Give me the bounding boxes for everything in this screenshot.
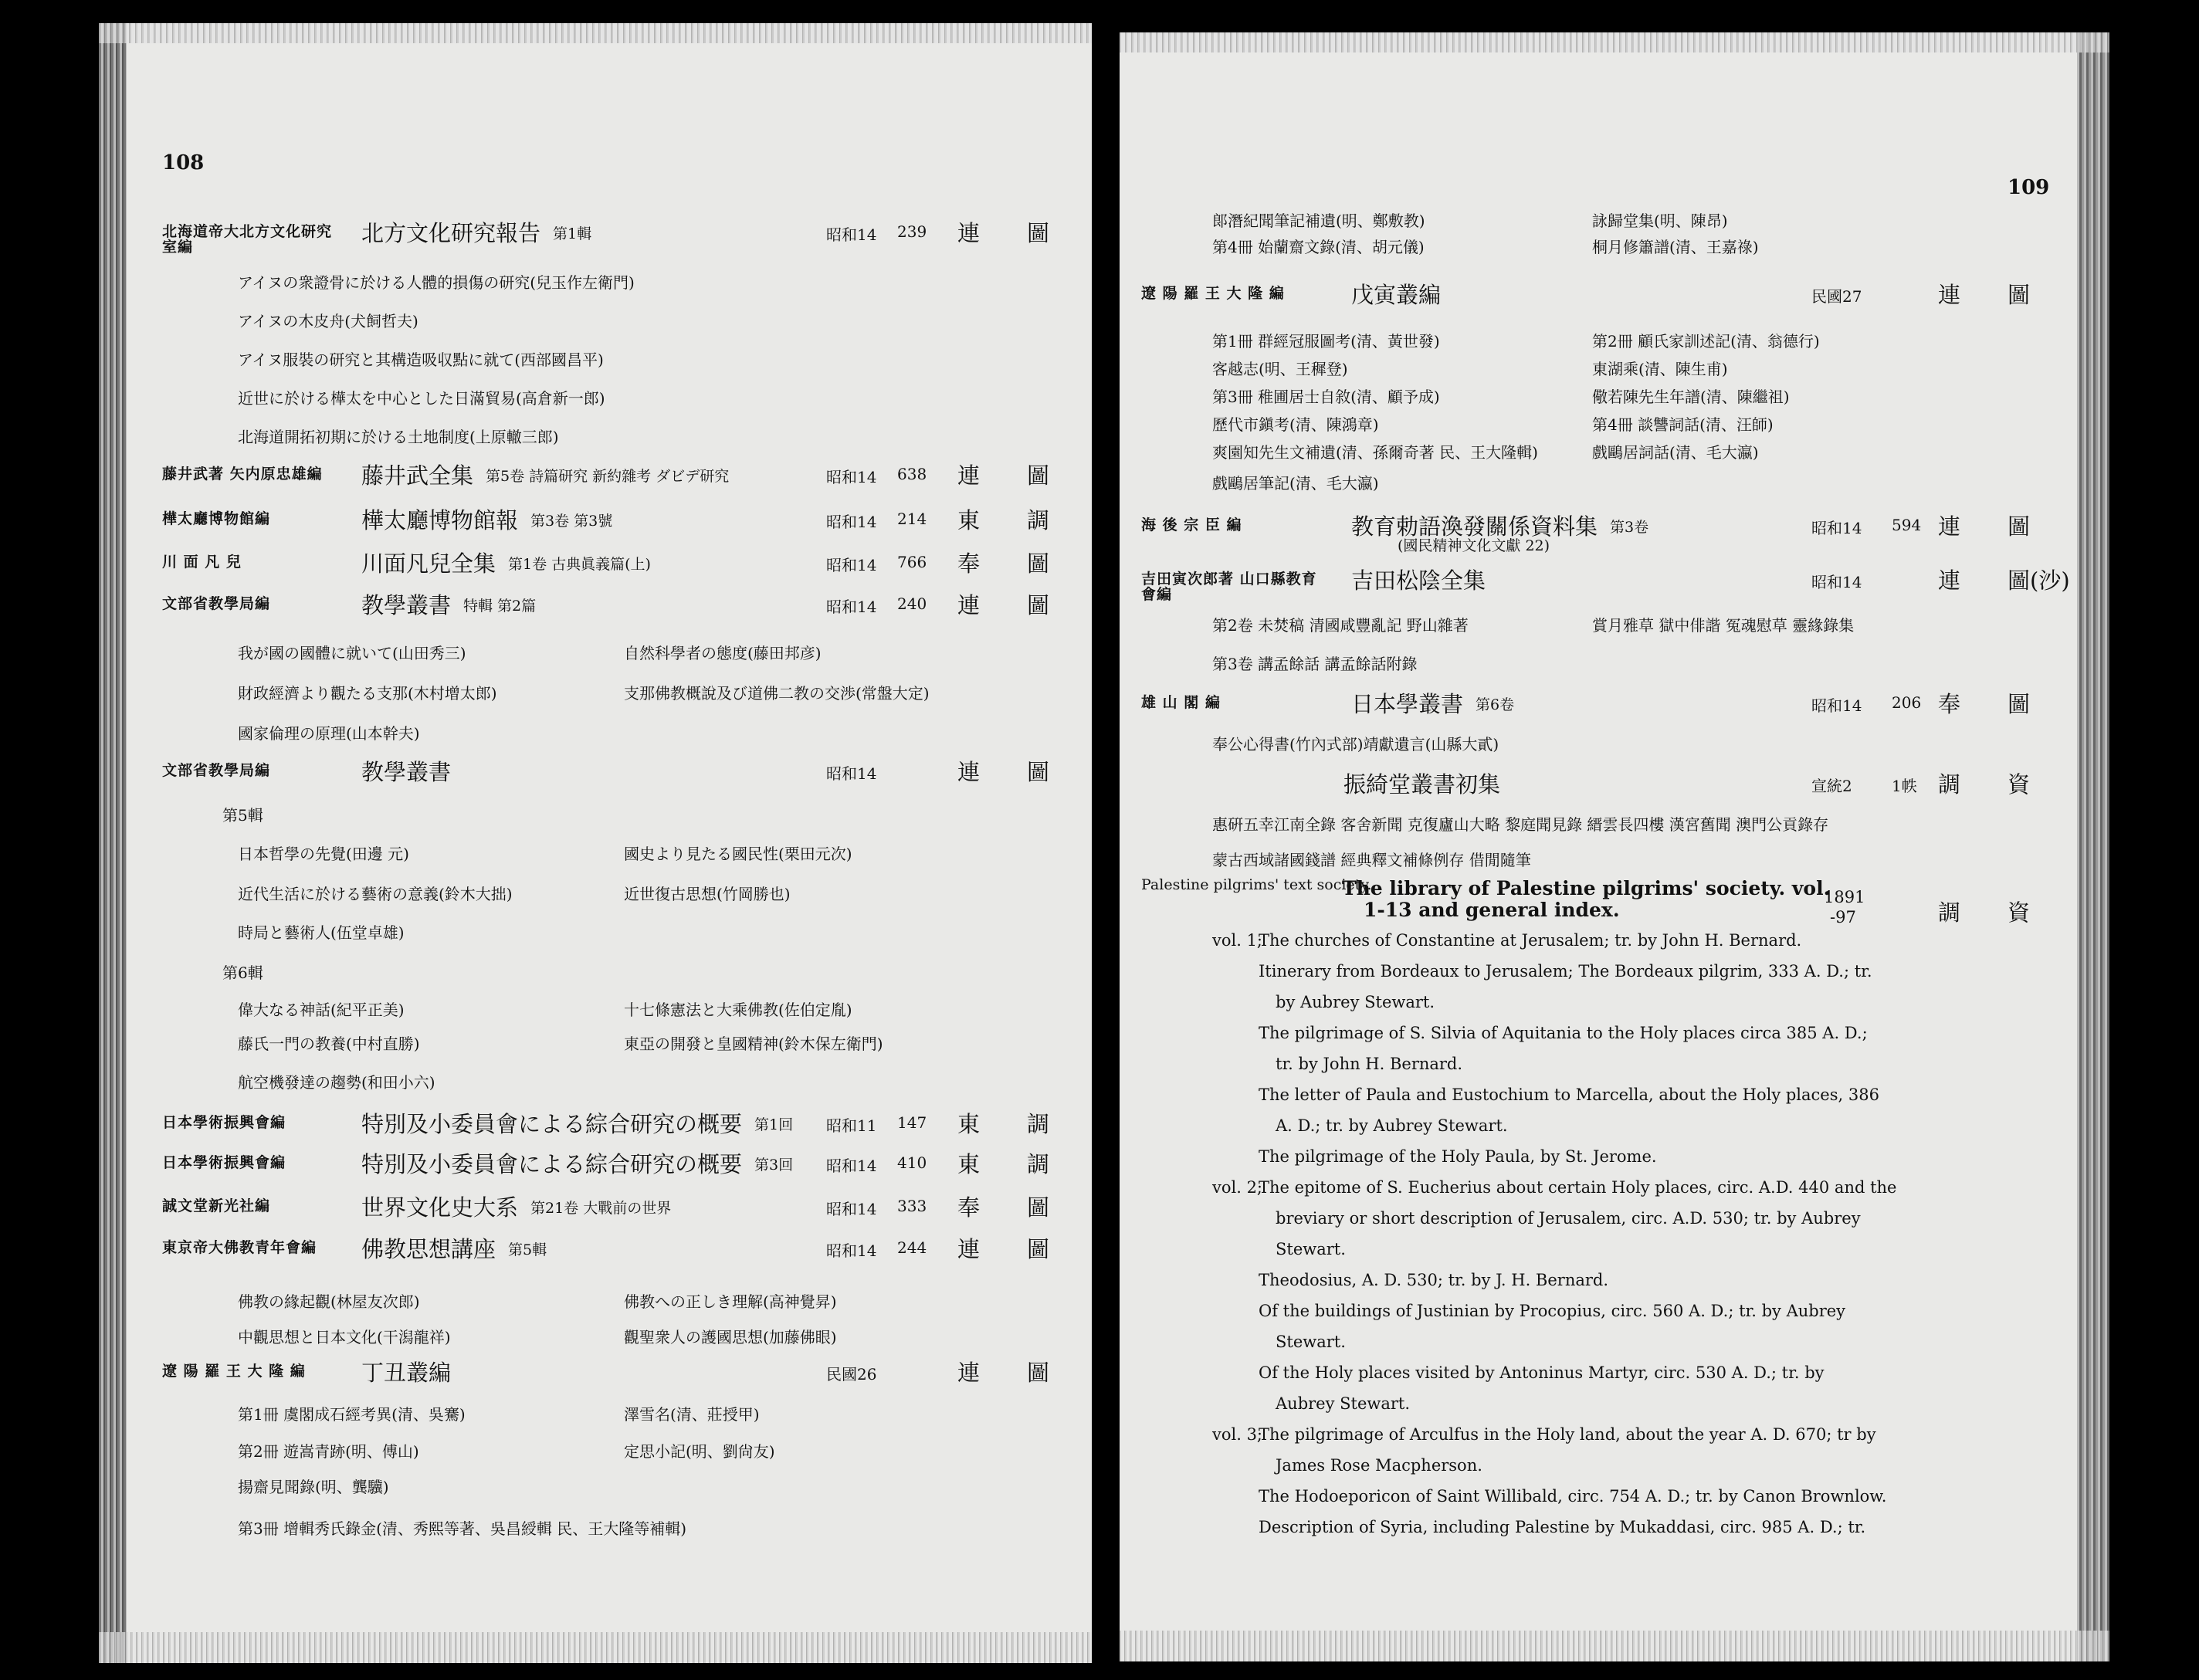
contents-line: Of the buildings of Justinian by Procopius, circ. 560 A. D.; tr. by Aubrey <box>1259 1302 1846 1320</box>
entry-title: 藤井武全集 <box>361 462 474 489</box>
library-code: 東 <box>957 507 981 533</box>
scan-noise <box>1120 32 2109 52</box>
contents-item: アイヌの木皮舟(犬飼哲夫) <box>238 312 418 330</box>
contents-item: 郞潛紀聞筆記補遺(明、鄭敷教) <box>1212 212 1425 230</box>
contents-item: 近代生活に於ける藝術の意義(鈴木大拙) <box>238 885 513 903</box>
volume-label: vol. 2; <box>1212 1178 1263 1197</box>
contents-item: 近世に於ける樺太を中心とした日滿貿易(高倉新一郎) <box>238 389 605 408</box>
publisher: 文部省教學局編 <box>162 595 271 612</box>
contents-item: 第4冊 始蘭齋文錄(清、胡元儀) <box>1212 238 1425 256</box>
contents-item: 支那佛教概說及び道佛二教の交渉(常盤大定) <box>624 684 930 703</box>
publisher: 日本學術振興會編 <box>162 1154 286 1171</box>
library-code: 連 <box>957 592 981 618</box>
volume-label: vol. 1; <box>1212 931 1263 950</box>
contents-item: 第1冊 虞閣成石經考異(清、吳騫) <box>238 1405 466 1424</box>
entry-title: 樺太廳博物館報 <box>361 507 519 533</box>
year: 昭和14 <box>826 1200 877 1218</box>
year: 昭和14 <box>826 598 877 616</box>
contents-item: 第2冊 顧氏家訓述記(清、翁德行) <box>1592 332 1820 351</box>
pages: 240 <box>897 594 927 613</box>
volume-info: 第1輯 <box>553 225 592 242</box>
english-title-line-2: 1-13 and general index. <box>1364 899 1620 921</box>
entry-title: 教育勅語渙發關係資料集 <box>1351 513 1598 540</box>
contents-item: アイヌの衆證骨に於ける人體的損傷の研究(兒玉作左衛門) <box>238 273 635 292</box>
entry-title: 教學叢書 <box>361 759 452 785</box>
contents-item: 東湖乘(清、陳生甫) <box>1592 360 1728 378</box>
contents-item: 觀聖衆人の護國思想(加藤佛眼) <box>624 1328 837 1346</box>
library-code: 連 <box>1938 282 1961 308</box>
entry-title: 日本學叢書 <box>1351 691 1464 717</box>
year: 昭和14 <box>826 556 877 574</box>
entry-title: 特別及小委員會による綜合研究の概要 <box>361 1151 743 1177</box>
pages: 410 <box>897 1153 927 1172</box>
publisher: 樺太廳博物館編 <box>162 510 271 527</box>
contents-line: The pilgrimage of S. Silvia of Aquitania to the Holy places circa 385 A. D.; <box>1259 1024 1868 1042</box>
library-code: 東 <box>957 1111 981 1137</box>
year: 昭和14 <box>826 225 877 244</box>
contents-item: 十七條憲法と大乘佛教(佐伯定胤) <box>624 1001 852 1019</box>
contents-line: breviary or short description of Jerusalem, circ. A.D. 530; tr. by Aubrey <box>1276 1209 1861 1228</box>
year: 昭和11 <box>826 1116 877 1135</box>
contents-item: 揚齋見聞錄(明、龔驥) <box>238 1478 389 1496</box>
entry-title: 川面凡兒全集 <box>361 550 496 577</box>
scan-noise <box>1120 1631 2109 1661</box>
publisher: 北海道帝大北方文化研究室編 <box>162 223 333 256</box>
contents-line: tr. by John H. Bernard. <box>1276 1055 1463 1073</box>
year: 民國26 <box>826 1365 877 1384</box>
library-code: 奉 <box>957 550 981 577</box>
contents-item: 澤雪名(清、莊授甲) <box>624 1405 760 1424</box>
contents-item: 佛教の緣起觀(林屋友次郎) <box>238 1292 420 1311</box>
publisher: 遼 陽 羅 王 大 隆 編 <box>162 1363 306 1380</box>
contents-item: 第2冊 遊嵩青跡(明、傅山) <box>238 1442 419 1461</box>
library-code: 連 <box>957 462 981 489</box>
pages: 1帙 <box>1892 777 1917 795</box>
class-code: 圖 <box>1027 462 1050 489</box>
pages: 594 <box>1892 516 1922 534</box>
year: 昭和14 <box>1811 573 1862 591</box>
contents-item: 第3冊 增輯秀氏錄金(清、秀熙等著、吳昌綬輯 民、王大隆等補輯) <box>238 1519 687 1538</box>
contents-line: The letter of Paula and Eustochium to Marcella, about the Holy places, 386 <box>1259 1086 1879 1104</box>
contents-item: 第4冊 談讐詞話(清、汪師) <box>1592 415 1774 434</box>
contents-item: 儆若陳先生年譜(清、陳繼祖) <box>1592 388 1790 406</box>
volume-info: 第3卷 第3號 <box>530 513 613 530</box>
library-code: 連 <box>957 1236 981 1262</box>
publisher: 誠文堂新光社編 <box>162 1197 271 1214</box>
entry-title: 特別及小委員會による綜合研究の概要 <box>361 1111 743 1137</box>
contents-line: Itinerary from Bordeaux to Jerusalem; The Bordeaux pilgrim, 333 A. D.; tr. <box>1259 962 1872 981</box>
volume-label: vol. 3; <box>1212 1425 1263 1444</box>
pages: 244 <box>897 1238 927 1257</box>
class-code: 圖 <box>1027 220 1050 246</box>
class-code: 圖(沙) <box>2008 567 2070 594</box>
contents-line: The pilgrimage of Arculfus in the Holy land, about the year A. D. 670; tr by <box>1259 1425 1876 1444</box>
section-heading: 第6輯 <box>222 964 263 982</box>
contents-item: 財政經濟より觀たる支那(木村增太郎) <box>238 684 497 703</box>
contents-line: The pilgrimage of the Holy Paula, by St. Jerome. <box>1259 1147 1657 1166</box>
class-code: 資 <box>2008 771 2031 798</box>
library-code: 連 <box>957 759 981 785</box>
publisher: 文部省教學局編 <box>162 762 271 779</box>
class-code: 圖 <box>1027 550 1050 577</box>
contents-item: 北海道開拓初期に於ける土地制度(上原轍三郎) <box>238 428 559 446</box>
contents-item: 國史より見たる國民性(栗田元次) <box>624 845 852 863</box>
publisher: 遼 陽 羅 王 大 隆 編 <box>1141 285 1285 302</box>
library-code: 東 <box>957 1151 981 1177</box>
library-code: 連 <box>957 220 981 246</box>
volume-info: 第6卷 <box>1476 696 1515 713</box>
volume-info: 第5輯 <box>508 1241 547 1258</box>
contents-line: The epitome of S. Eucherius about certain Holy places, circ. A.D. 440 and the <box>1259 1178 1897 1197</box>
contents-item: 賞月雅草 獄中俳諧 冤魂慰草 靈緣錄集 <box>1592 616 1855 635</box>
contents-item: 藤氏一門の教養(中村直勝) <box>238 1035 420 1053</box>
contents-item: 蒙古西域諸國錢譜 經典釋文補條例存 借閒隨筆 <box>1212 851 1531 869</box>
english-year-line-2: -97 <box>1830 908 1856 926</box>
right-page <box>1120 32 2109 1661</box>
class-code: 資 <box>2008 899 2031 926</box>
contents-line: The churches of Constantine at Jerusalem; tr. by John H. Bernard. <box>1259 931 1802 950</box>
class-code: 調 <box>1027 507 1050 533</box>
publisher: 藤井武著 矢内原忠雄編 <box>162 466 323 483</box>
year: 昭和14 <box>826 1241 877 1260</box>
contents-item: 第3冊 稚圃居士自敘(清、顧予成) <box>1212 388 1440 406</box>
library-code: 連 <box>1938 567 1961 594</box>
entry-title: 吉田松陰全集 <box>1351 567 1486 594</box>
contents-item: 客越志(明、王穉登) <box>1212 360 1348 378</box>
entry-title: 戊寅叢編 <box>1351 282 1442 308</box>
library-code: 調 <box>1938 899 1961 926</box>
entry-title: 世界文化史大系 <box>361 1194 519 1221</box>
class-code: 調 <box>1027 1151 1050 1177</box>
year: 昭和14 <box>826 1157 877 1175</box>
pages: 766 <box>897 553 927 571</box>
contents-item: 第3卷 講孟餘話 講孟餘話附錄 <box>1212 655 1418 673</box>
contents-line: Aubrey Stewart. <box>1276 1394 1411 1413</box>
pages: 147 <box>897 1113 927 1132</box>
library-code: 調 <box>1938 771 1961 798</box>
english-publisher: Palestine pilgrims' text society. <box>1141 876 1372 893</box>
entry-title: 佛教思想講座 <box>361 1236 496 1262</box>
contents-line: Stewart. <box>1276 1333 1346 1351</box>
year: 昭和14 <box>826 764 877 783</box>
contents-line: Theodosius, A. D. 530; tr. by J. H. Bernard. <box>1259 1271 1609 1289</box>
scan-noise <box>99 1632 1092 1663</box>
contents-item: 桐月修簫譜(清、王嘉祿) <box>1592 238 1759 256</box>
contents-line: The Hodoeporicon of Saint Willibald, circ. 754 A. D.; tr. by Canon Brownlow. <box>1259 1487 1887 1506</box>
contents-item: 我が國の國體に就いて(山田秀三) <box>238 644 466 662</box>
pages: 333 <box>897 1197 927 1215</box>
pages: 206 <box>1892 693 1922 712</box>
contents-line: Of the Holy places visited by Antoninus Martyr, circ. 530 A. D.; tr. by <box>1259 1363 1825 1382</box>
entry-subtitle: (國民精神文化文獻 22) <box>1398 537 1550 554</box>
class-code: 圖 <box>2008 513 2031 540</box>
contents-item: 自然科學者の態度(藤田邦彦) <box>624 644 822 662</box>
library-code: 連 <box>1938 513 1961 540</box>
publisher: 海 後 宗 臣 編 <box>1141 517 1242 533</box>
publisher: 日本學術振興會編 <box>162 1114 286 1131</box>
publisher: 川 面 凡 兒 <box>162 554 242 571</box>
contents-item: 詠歸堂集(明、陳昂) <box>1592 212 1728 230</box>
publisher: 吉田寅次郎著 山口縣教育會編 <box>1141 571 1317 603</box>
contents-item: 偉大なる神話(紀平正美) <box>238 1001 405 1019</box>
publisher: 雄 山 閣 編 <box>1141 694 1221 711</box>
contents-item: 定思小記(明、劉尙友) <box>624 1442 775 1461</box>
year: 昭和14 <box>1811 519 1862 537</box>
year: 昭和14 <box>826 468 877 486</box>
publisher: 東京帝大佛教青年會編 <box>162 1239 317 1256</box>
contents-item: 近世復古思想(竹岡勝也) <box>624 885 791 903</box>
pages: 638 <box>897 465 927 483</box>
volume-info: 第3卷 <box>1610 519 1649 536</box>
volume-info: 第1卷 古典眞義篇(上) <box>508 556 651 573</box>
pages: 214 <box>897 510 927 528</box>
contents-line: James Rose Macpherson. <box>1276 1456 1482 1475</box>
page-edge-shadow <box>99 23 127 1663</box>
volume-info: 特輯 第2篇 <box>463 598 537 615</box>
contents-item: 時局と藝術人(伍堂卓雄) <box>238 923 405 942</box>
contents-item: 戲鷗居詞話(清、毛大瀛) <box>1592 443 1759 462</box>
volume-info: 第5卷 詩篇研究 新約雜考 ダビデ研究 <box>486 468 730 485</box>
volume-info: 第21卷 大戰前の世界 <box>530 1200 672 1217</box>
volume-info: 第3回 <box>754 1157 794 1174</box>
entry-title: 教學叢書 <box>361 592 452 618</box>
scan-noise <box>99 23 1092 43</box>
english-year-line-1: 1891 <box>1824 888 1865 906</box>
pages: 239 <box>897 222 927 241</box>
left-page <box>99 23 1092 1663</box>
contents-item: 東亞の開發と皇國精神(鈴木保左衛門) <box>624 1035 883 1053</box>
year: 宣統2 <box>1811 777 1852 795</box>
contents-line: A. D.; tr. by Aubrey Stewart. <box>1276 1116 1508 1135</box>
page-number: 108 <box>162 151 205 174</box>
contents-item: 第1冊 群經冠服圖考(清、黃世發) <box>1212 332 1440 351</box>
contents-item: 惠硏五幸江南全錄 客舍新聞 克復廬山大略 黎庭聞見錄 縉雲長四樓 漢宮舊聞 澳門公貢錄存 <box>1212 815 1829 834</box>
contents-item: 奉公心得書(竹內式部)靖獻遺言(山縣大貳) <box>1212 735 1499 754</box>
contents-line: by Aubrey Stewart. <box>1276 993 1435 1011</box>
library-code: 奉 <box>1938 691 1961 717</box>
contents-item: 歷代市鎭考(清、陳鴻章) <box>1212 415 1379 434</box>
contents-line: Description of Syria, including Palestine by Mukaddasi, circ. 985 A. D.; tr. <box>1259 1518 1866 1536</box>
entry-title: 丁丑叢編 <box>361 1360 452 1386</box>
entry-title: 北方文化研究報告 <box>361 220 541 246</box>
class-code: 圖 <box>2008 282 2031 308</box>
contents-item: 國家倫理の原理(山本幹夫) <box>238 724 420 743</box>
year: 昭和14 <box>826 513 877 531</box>
library-code: 連 <box>957 1360 981 1386</box>
class-code: 調 <box>1027 1111 1050 1137</box>
class-code: 圖 <box>1027 1236 1050 1262</box>
section-heading: 第5輯 <box>222 806 263 825</box>
class-code: 圖 <box>1027 1194 1050 1221</box>
contents-item: 爽園知先生文補遺(清、孫爾奇著 民、王大隆輯) <box>1212 443 1538 462</box>
year: 民國27 <box>1811 287 1862 306</box>
class-code: 圖 <box>1027 592 1050 618</box>
year: 昭和14 <box>1811 696 1862 715</box>
library-code: 奉 <box>957 1194 981 1221</box>
class-code: 圖 <box>2008 691 2031 717</box>
contents-item: 日本哲學の先覺(田邊 元) <box>238 845 409 863</box>
class-code: 圖 <box>1027 759 1050 785</box>
contents-item: アイヌ服裝の研究と其構造吸収點に就て(西部國昌平) <box>238 351 604 369</box>
contents-item: 第2卷 未焚稿 清國咸豐亂記 野山雜著 <box>1212 616 1469 635</box>
english-title-line-1: The library of Palestine pilgrims' society. vol. <box>1342 877 1831 899</box>
contents-item: 佛教への正しき理解(高神覺昇) <box>624 1292 837 1311</box>
contents-line: Stewart. <box>1276 1240 1346 1258</box>
contents-item: 航空機發達の趨勢(和田小六) <box>238 1073 435 1092</box>
contents-item: 中觀思想と日本文化(干潟龍祥) <box>238 1328 451 1346</box>
page-number: 109 <box>2008 176 2050 199</box>
class-code: 圖 <box>1027 1360 1050 1386</box>
contents-item: 戲鷗居筆記(清、毛大瀛) <box>1212 474 1379 493</box>
volume-info: 第1回 <box>754 1116 794 1133</box>
page-edge-shadow <box>2077 32 2109 1661</box>
entry-title: 振綺堂叢書初集 <box>1343 771 1501 798</box>
